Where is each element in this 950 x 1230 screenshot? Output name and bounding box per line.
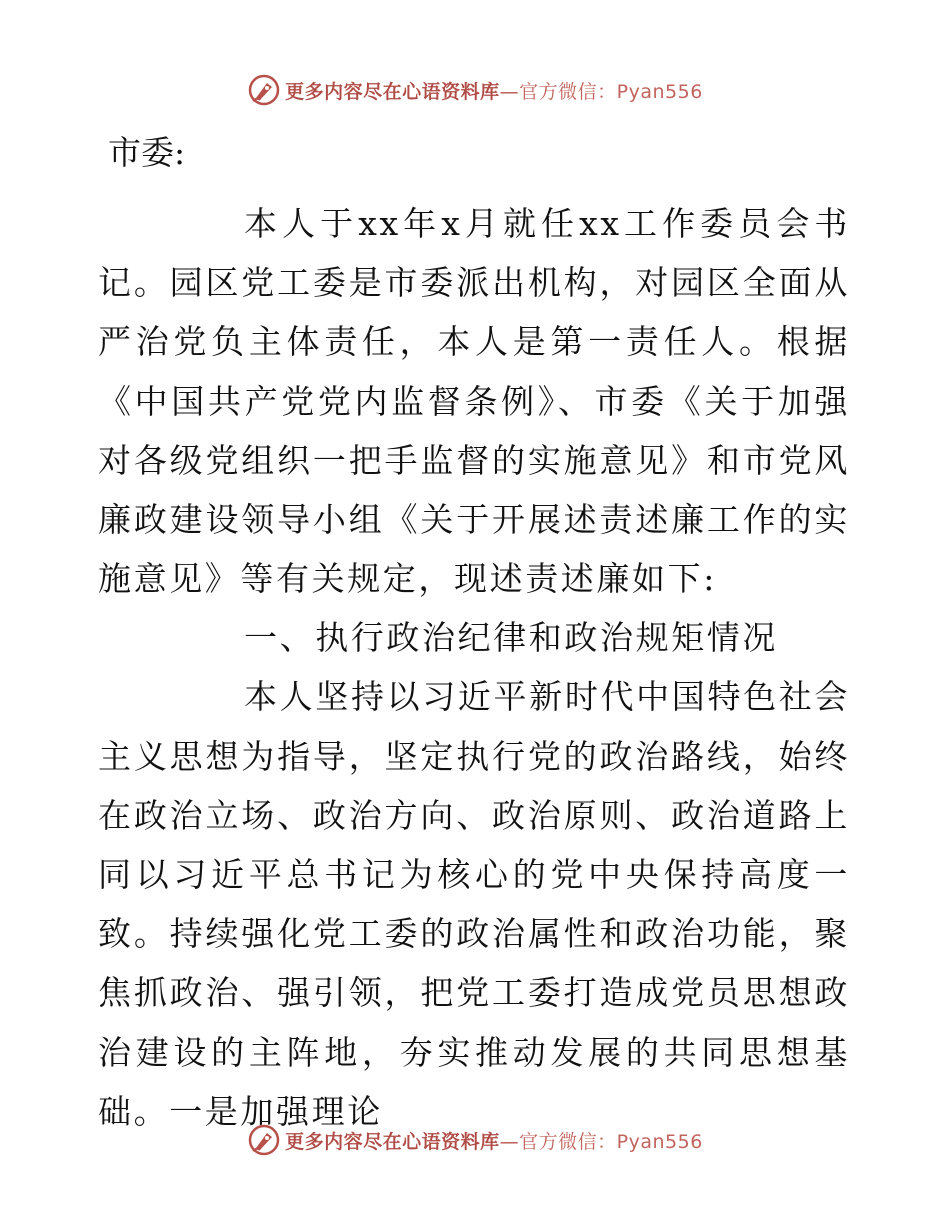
- watermark-banner-top: [0, 70, 950, 110]
- watermark-text: [285, 77, 703, 104]
- watermark-main: 更多内容尽在心语资料库: [285, 1130, 500, 1153]
- pen-nib-logo-icon: [247, 1123, 281, 1157]
- pen-nib-logo-icon: [247, 73, 281, 107]
- watermark-banner-bottom: [0, 1120, 950, 1160]
- watermark-main: 更多内容尽在心语资料库: [285, 80, 500, 103]
- watermark-dash: —: [499, 80, 520, 103]
- watermark-text: [285, 1127, 703, 1154]
- watermark-dash: —: [499, 1130, 520, 1153]
- section-heading: 一、执行政治纪律和政治规矩情况: [244, 618, 778, 658]
- salutation: 市委:: [108, 133, 186, 172]
- section-paragraph: 本人坚持以习近平新时代中国特色社会主义思想为指导，坚定执行党的政治路线，始终在政治立场、政治方向、政治原则、政治道路上同以习近平总书记为核心的党中央保持高度一致。持续强化党工委的政治属性和政治功能，聚焦抓政治、强引领，把党工委打造成党员思想政治建设的主阵地，夯实推动发展的共同思想基础。一是加强理论: [98, 677, 850, 1131]
- intro-paragraph: 本人于xx年x月就任xx工作委员会书记。园区党工委是市委派出机构，对园区全面从严治党负主体责任，本人是第一责任人。根据《中国共产党党内监督条例》、市委《关于加强对各级党组织一把手监督的实施意见》和市党风廉政建设领导小组《关于开展述责述廉工作的实施意见》等有关规定，现述责述廉如下:: [98, 204, 850, 599]
- document-body: [98, 120, 850, 1141]
- watermark-tail: 官方微信：Pyan556: [519, 80, 703, 103]
- watermark-tail: 官方微信：Pyan556: [519, 1130, 703, 1153]
